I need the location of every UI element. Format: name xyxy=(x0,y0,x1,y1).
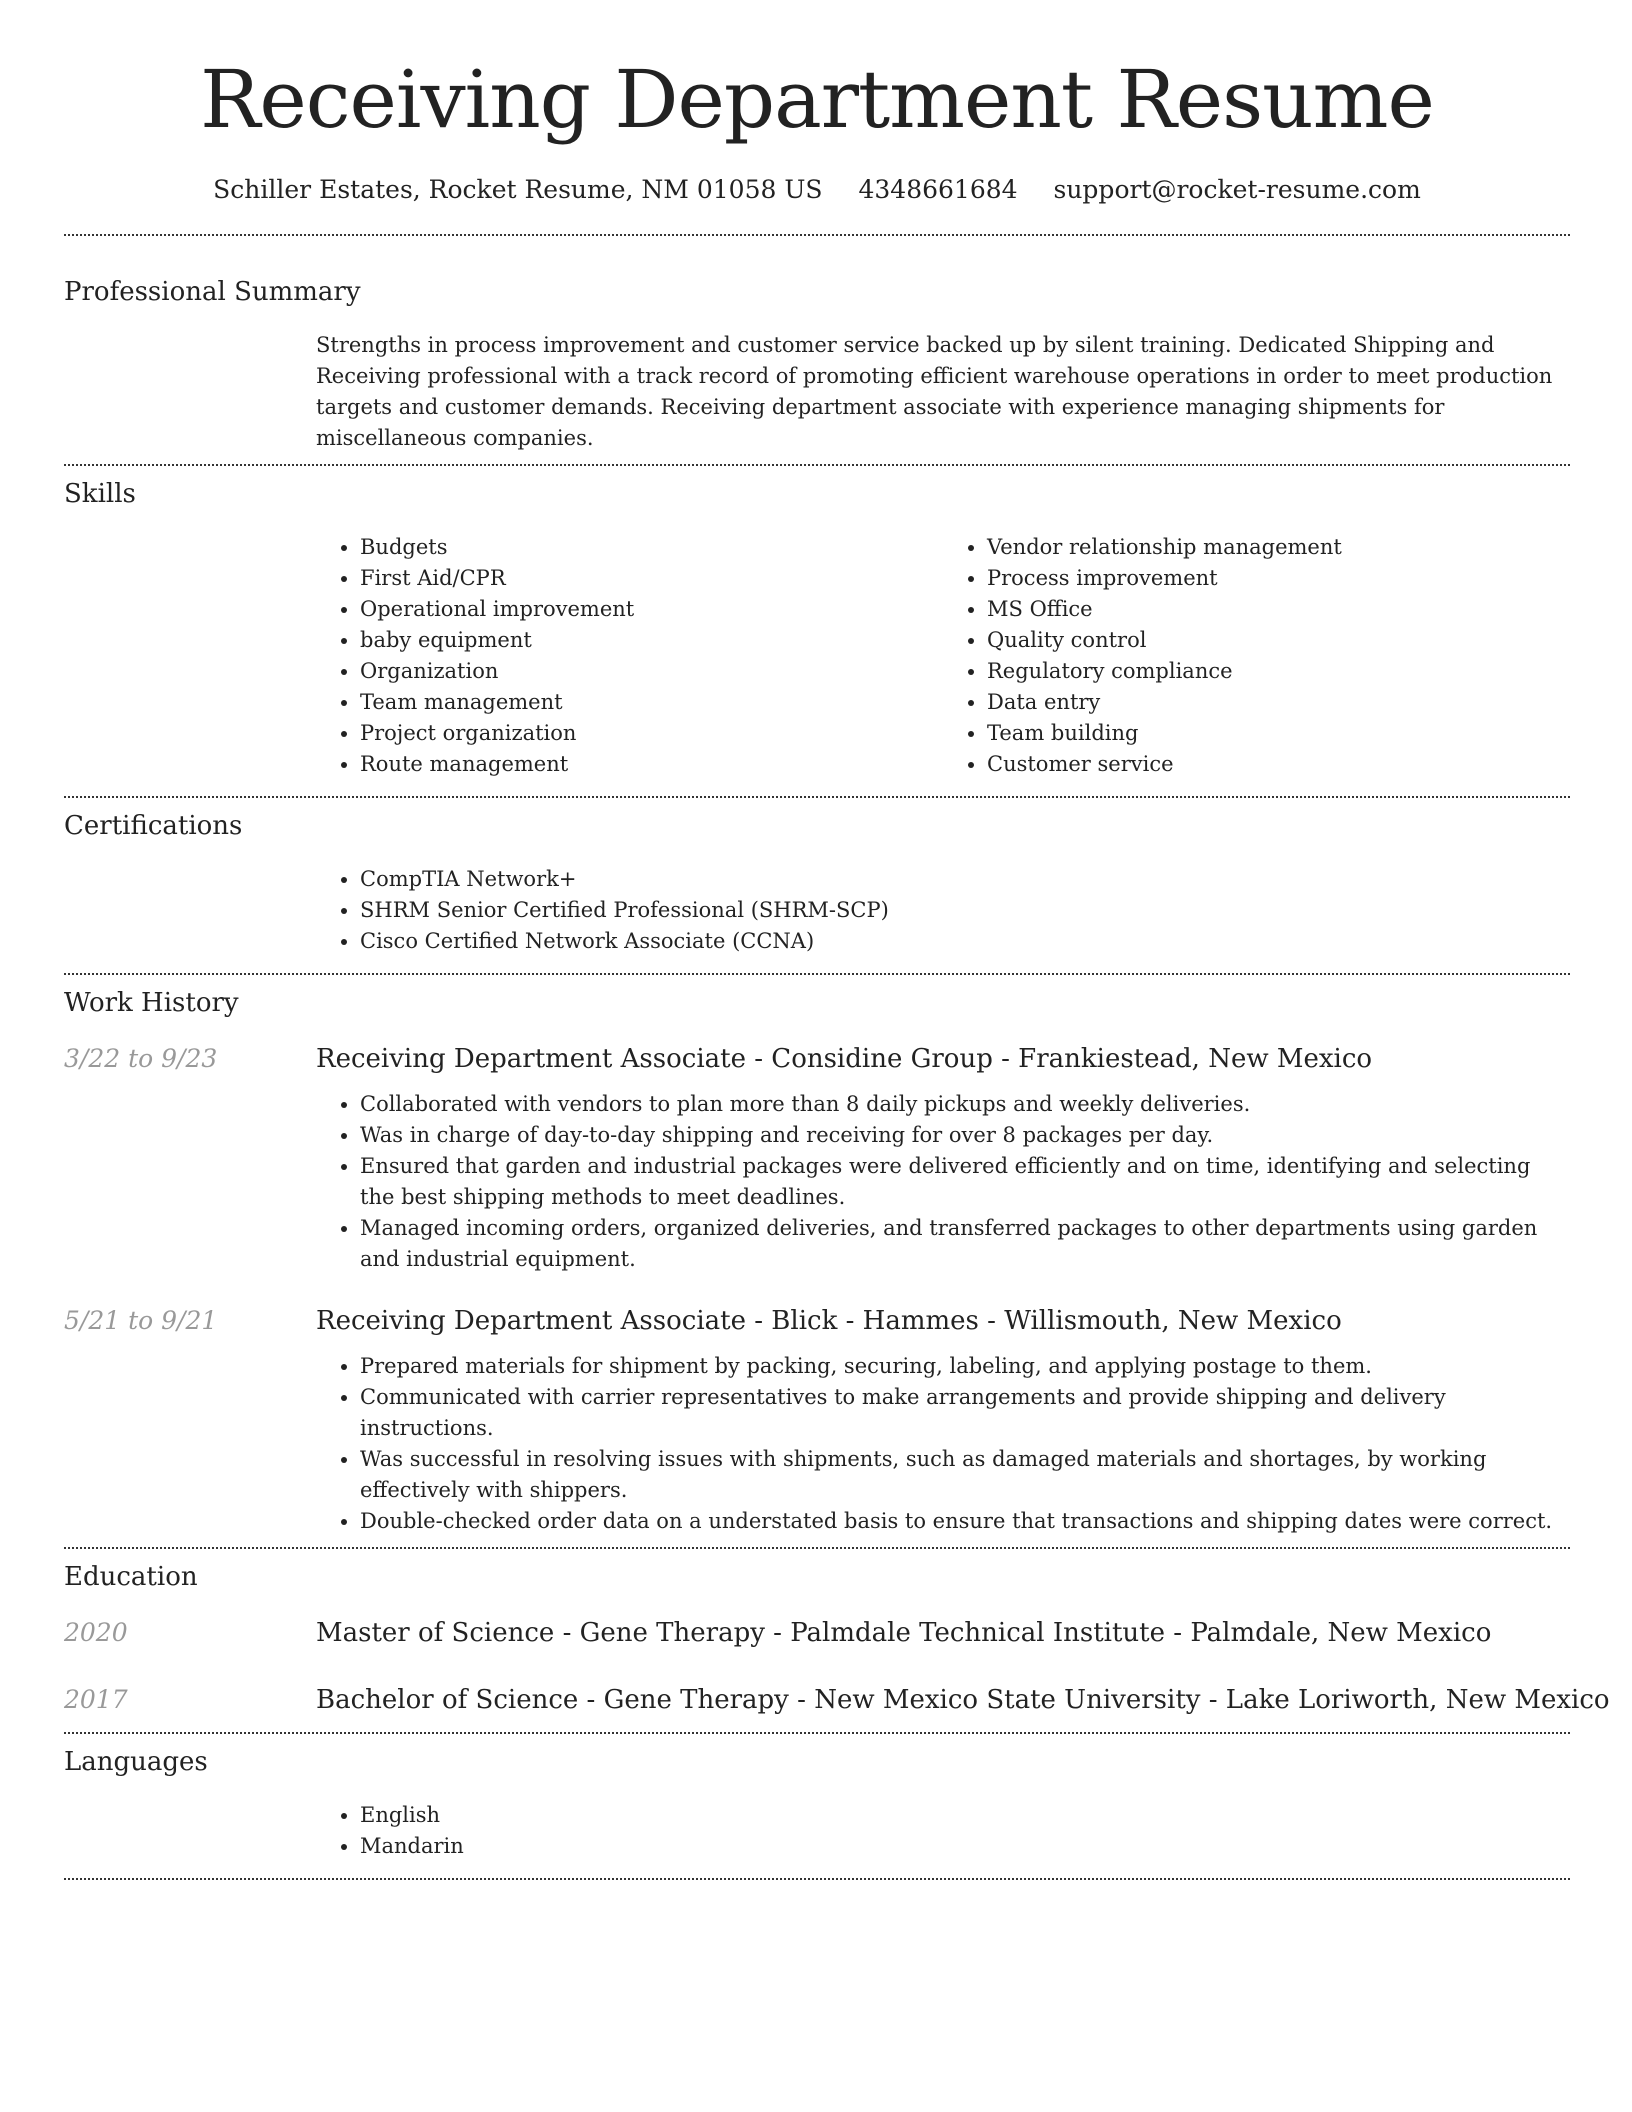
skills-heading: Skills xyxy=(64,479,136,509)
education-text: Bachelor of Science - Gene Therapy - New Mexico State University - Lake Loriworth, New Mexico xyxy=(316,1685,1610,1715)
languages-heading: Languages xyxy=(64,1747,208,1777)
job-date: 5/21 to 9/21 xyxy=(64,1306,218,1335)
job-title: Receiving Department Associate - Considine Group - Frankiestead, New Mexico xyxy=(316,1044,1373,1074)
skills-list-right xyxy=(943,532,1570,780)
divider xyxy=(64,1878,1570,1880)
summary-heading: Professional Summary xyxy=(64,277,361,307)
education-degree: Bachelor of Science - Gene Therapy xyxy=(316,1685,789,1715)
skill-item: • Project organization xyxy=(360,718,943,749)
job-bullet: • Managed incoming orders, organized deliveries, and transferred packages to other departments using garden and industrial equipment. xyxy=(360,1213,1570,1275)
job-location: Frankiestead, New Mexico xyxy=(1018,1044,1373,1074)
education-text: Master of Science - Gene Therapy - Palmdale Technical Institute - Palmdale, New Mexico xyxy=(316,1618,1492,1648)
education-entry xyxy=(64,1615,1570,1651)
language-item: • Mandarin xyxy=(360,1831,1570,1862)
skills-list-left xyxy=(316,532,943,780)
work-history-section xyxy=(64,975,1570,1547)
job-bullet: • Was successful in resolving issues with shipments, such as damaged materials and shortages, by working effectively with shippers. xyxy=(360,1444,1570,1506)
job-date: 3/22 to 9/23 xyxy=(64,1044,218,1073)
languages-list xyxy=(316,1800,1570,1862)
certification-item: • Cisco Certified Network Associate (CCNA) xyxy=(360,926,1570,957)
job-company: Considine Group xyxy=(771,1044,993,1074)
education-year: 2017 xyxy=(64,1685,128,1714)
skill-item: • baby equipment xyxy=(360,625,943,656)
job-bullet: • Prepared materials for shipment by packing, securing, labeling, and applying postage to them. xyxy=(360,1351,1570,1382)
education-year: 2020 xyxy=(64,1618,128,1647)
resume-page xyxy=(64,0,1610,1880)
education-location: Lake Loriworth, New Mexico xyxy=(1225,1685,1610,1715)
education-section xyxy=(64,1549,1610,1732)
education-location: Palmdale, New Mexico xyxy=(1190,1618,1492,1648)
skills-grid xyxy=(316,532,1570,796)
languages-section xyxy=(64,1734,1570,1878)
skill-item: • Team management xyxy=(360,687,943,718)
summary-text: Strengths in process improvement and customer service backed up by silent training. Dedicated Shipping and Receiving professional with a track record of promoting efficient warehouse operations in order to meet production targets and customer demands. Receiving department associate with experience managing shipments for miscellaneous companies. xyxy=(316,333,1553,450)
job-company: Blick - Hammes xyxy=(771,1306,979,1336)
certification-item: • SHRM Senior Certified Professional (SHRM-SCP) xyxy=(360,895,1570,926)
skill-item: • Customer service xyxy=(987,749,1570,780)
skill-item: • Vendor relationship management xyxy=(987,532,1570,563)
job-bullets xyxy=(316,1351,1570,1537)
job-location: Willismouth, New Mexico xyxy=(1004,1306,1342,1336)
job-entry xyxy=(64,1041,1570,1275)
skill-item: • Data entry xyxy=(987,687,1570,718)
contact-phone: 4348661684 xyxy=(858,175,1018,204)
skill-item: • Process improvement xyxy=(987,563,1570,594)
job-bullet: • Double-checked order data on a understated basis to ensure that transactions and shipping dates were correct. xyxy=(360,1506,1570,1537)
education-degree: Master of Science - Gene Therapy xyxy=(316,1618,765,1648)
certifications-list xyxy=(316,864,1570,957)
job-role: Receiving Department Associate xyxy=(316,1044,746,1074)
contact-email: support@rocket-resume.com xyxy=(1053,175,1421,204)
summary-section xyxy=(64,236,1570,464)
skill-item: • Regulatory compliance xyxy=(987,656,1570,687)
education-entry xyxy=(64,1682,1610,1718)
languages-content xyxy=(316,1800,1570,1878)
education-school: Palmdale Technical Institute xyxy=(790,1618,1166,1648)
certifications-content xyxy=(316,864,1570,973)
skill-item: • Budgets xyxy=(360,532,943,563)
job-bullets xyxy=(316,1089,1570,1275)
job-bullet: • Communicated with carrier representatives to make arrangements and provide shipping and delivery instructions. xyxy=(360,1382,1570,1444)
education-school: New Mexico State University xyxy=(814,1685,1201,1715)
job-bullet: • Ensured that garden and industrial packages were delivered efficiently and on time, identifying and selecting the best shipping methods to meet deadlines. xyxy=(360,1151,1570,1213)
certifications-heading: Certifications xyxy=(64,811,243,841)
skill-item: • First Aid/CPR xyxy=(360,563,943,594)
language-item: • English xyxy=(360,1800,1570,1831)
job-title: Receiving Department Associate - Blick - Hammes - Willismouth, New Mexico xyxy=(316,1306,1342,1336)
resume-title: Receiving Department Resume xyxy=(200,53,1434,146)
skill-item: • Team building xyxy=(987,718,1570,749)
job-bullet: • Collaborated with vendors to plan more than 8 daily pickups and weekly deliveries. xyxy=(360,1089,1570,1120)
certifications-section xyxy=(64,798,1570,973)
job-bullet-list xyxy=(316,1351,1570,1537)
work-history-heading: Work History xyxy=(64,988,239,1018)
job-bullet: • Was in charge of day-to-day shipping and receiving for over 8 packages per day. xyxy=(360,1120,1570,1151)
skill-item: • Operational improvement xyxy=(360,594,943,625)
certification-item: • CompTIA Network+ xyxy=(360,864,1570,895)
job-role: Receiving Department Associate xyxy=(316,1306,746,1336)
contact-address: Schiller Estates, Rocket Resume, NM 01058 US xyxy=(213,175,823,204)
job-entry xyxy=(64,1303,1570,1537)
skill-item: • Route management xyxy=(360,749,943,780)
skills-section xyxy=(64,466,1570,796)
job-bullet-list xyxy=(316,1089,1570,1275)
skill-item: • MS Office xyxy=(987,594,1570,625)
skill-item: • Organization xyxy=(360,656,943,687)
contact-line xyxy=(64,172,1570,208)
skill-item: • Quality control xyxy=(987,625,1570,656)
education-heading: Education xyxy=(64,1562,198,1592)
